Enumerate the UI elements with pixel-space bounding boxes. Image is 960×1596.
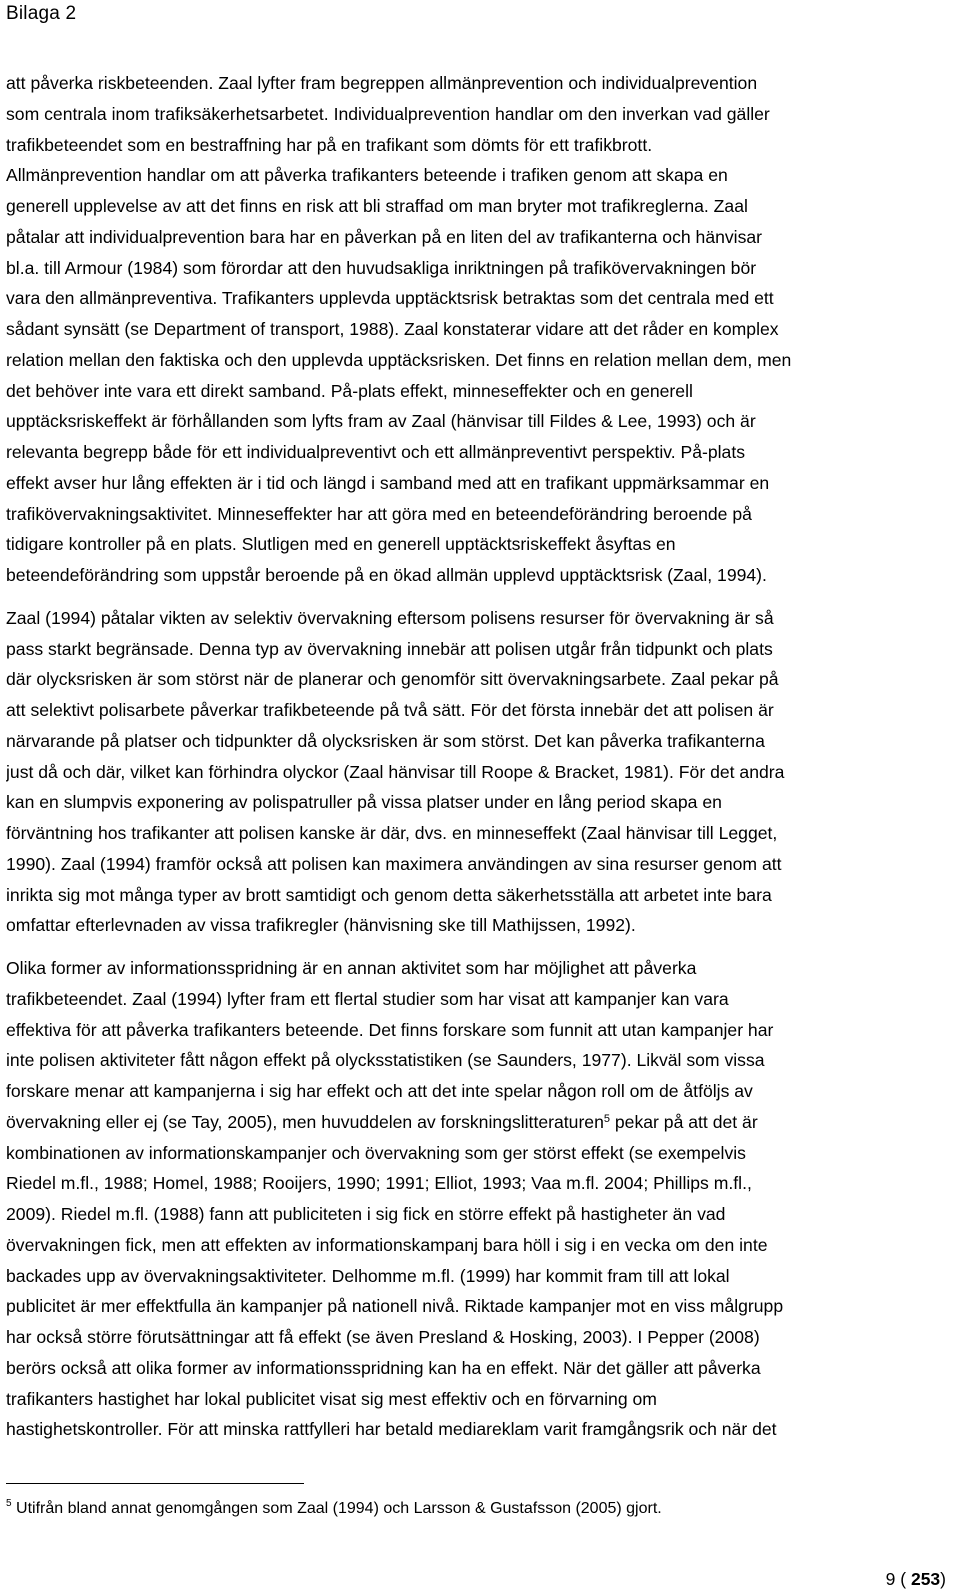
text-line: övervakningen fick, men att effekten av informationskampanj bara höll i sig i en vecka om den inte xyxy=(6,1234,768,1255)
text-line-start: övervakning eller ej (se Tay, 2005), men huvuddelen av forskningslitteraturen xyxy=(6,1111,604,1132)
page-total: 253 xyxy=(910,1569,941,1589)
page-number: 9 ( 253) xyxy=(885,1569,946,1589)
paragraph xyxy=(6,68,950,591)
text-line: forskare menar att kampanjerna i sig har effekt och att det inte spelar någon roll om de åtföljs av xyxy=(6,1081,753,1101)
text-line: trafikbeteendet som en bestraffning har på en trafikant som dömts för ett trafikbrott. xyxy=(6,134,653,155)
text-line: hastighetskontroller. För att minska rattfylleri har betald mediareklam varit framgångsrik och när det xyxy=(6,1419,777,1440)
text-line: har också större förutsättningar att få effekt (se även Presland & Hosking, 2003). I Pepper (2008) xyxy=(6,1327,760,1347)
text-line: generell upplevelse av att det finns en risk att bli straffad om man bryter mot trafikreglerna. Zaal xyxy=(6,196,748,216)
text-line: relevanta begrepp både för ett individualpreventivt och ett allmänpreventivt perspektiv. På-plats xyxy=(6,442,746,462)
text-line: som centrala inom trafiksäkerhetsarbetet. Individualprevention handlar om den inverkan vad gäller xyxy=(6,103,770,124)
text-line: trafikanters hastighet har lokal publicitet visat sig mest effektiv och en förvarning om xyxy=(6,1388,657,1409)
text-line: inrikta sig mot många typer av brott samtidigt och genom detta säkerhetsställa att arbetet inte bara xyxy=(6,884,772,905)
text-line xyxy=(6,1107,950,1138)
paragraph xyxy=(6,953,950,1445)
text-line: Allmänprevention handlar om att påverka trafikanters beteende i trafiken genom att skapa en xyxy=(6,165,728,186)
text-line: 2009). Riedel m.fl. (1988) fann att publiciteten i sig fick en större effekt på hastigheter än vad xyxy=(6,1204,726,1224)
text-line: där olycksrisken är som störst när de planerar och genomför sitt övervakningsarbete. Zaal pekar på xyxy=(6,669,779,690)
text-line: bl.a. till Armour (1984) som förordar att den huvudsakliga inriktningen på trafikövervakningen bör xyxy=(6,257,757,278)
text-line: vara den allmänpreventiva. Trafikanters upplevda upptäcktsrisk betraktas som det centrala med ett xyxy=(6,288,774,309)
text-line: inte polisen aktiviteter fått någon effekt på olycksstatistiken (se Saunders, 1977). Likväl som vissa xyxy=(6,1050,765,1071)
text-line: omfattar efterlevnaden av vissa trafikregler (hänvisning ske till Mathijssen, 1992). xyxy=(6,915,636,936)
text-line: tidigare kontroller på en plats. Slutligen med en generell upptäcktsriskeffekt åsyftas en xyxy=(6,534,676,555)
text-line: berörs också att olika former av informationsspridning kan ha en effekt. När det gäller att påverka xyxy=(6,1357,761,1378)
document-body xyxy=(6,68,950,1445)
text-line: backades upp av övervakningsaktiviteter. Delhomme m.fl. (1999) har kommit fram till att lokal xyxy=(6,1265,730,1286)
text-line: trafikövervakningsaktivitet. Minneseffekter har att göra med en beteendeförändring beroende på xyxy=(6,503,752,524)
text-line: kan en slumpvis exponering av polispatruller på vissa platser under en lång period skapa en xyxy=(6,792,722,813)
text-line: upptäcksriskeffekt är förhållanden som lyfts fram av Zaal (hänvisar till Fildes & Lee, 1993) och är xyxy=(6,411,756,432)
text-line: effekt avser hur lång effekten är i tid och längd i samband med att en trafikant uppmärksammar en xyxy=(6,472,770,493)
text-line: kombinationen av informationskampanjer och övervakning som ger störst effekt (se exempelvis xyxy=(6,1142,746,1163)
text-line: Zaal (1994) påtalar vikten av selektiv övervakning eftersom polisens resurser för övervakning är så xyxy=(6,607,774,628)
text-line: beteendeförändring som uppstår beroende på en ökad allmän upplevd upptäcktsrisk (Zaal, 1994). xyxy=(6,565,767,585)
text-line: sådant synsätt (se Department of transport, 1988). Zaal konstaterar vidare att det råder en komplex xyxy=(6,319,779,339)
text-line: att selektivt polisarbete påverkar trafikbeteende på två sätt. För det första innebär det att polisen är xyxy=(6,700,774,720)
document-header: Bilaga 2 xyxy=(6,3,77,24)
text-line: publicitet är mer effektfulla än kampanjer på nationell nivå. Riktade kampanjer mot en viss målgrupp xyxy=(6,1296,784,1317)
text-line: att påverka riskbeteenden. Zaal lyfter fram begreppen allmänprevention och individualprevention xyxy=(6,73,758,93)
footnote-separator xyxy=(6,1483,304,1484)
text-line: trafikbeteendet. Zaal (1994) lyfter fram ett flertal studier som har visat att kampanjer kan vara xyxy=(6,988,729,1009)
text-line: det behöver inte vara ett direkt samband. På-plats effekt, minneseffekter och en generell xyxy=(6,380,693,401)
text-line: Riedel m.fl., 1988; Homel, 1988; Rooijers, 1990; 1991; Elliot, 1993; Vaa m.fl. 2004; Phillips m.fl., xyxy=(6,1173,752,1194)
text-line: effektiva för att påverka trafikanters beteende. Det finns forskare som funnit att utan kampanjer har xyxy=(6,1019,774,1040)
text-line: pass starkt begränsade. Denna typ av övervakning innebär att polisen utgår från tidpunkt och plats xyxy=(6,638,773,659)
paragraph xyxy=(6,603,950,941)
text-line: Olika former av informationsspridning är en annan aktivitet som har möjlighet att påverka xyxy=(6,958,697,978)
text-line: 1990). Zaal (1994) framför också att polisen kan maximera användingen av sina resurser genom att xyxy=(6,853,782,874)
footnote xyxy=(6,1496,662,1522)
footnote-text: Utifrån bland annat genomgången som Zaal (1994) och Larsson & Gustafsson (2005) gjort. xyxy=(11,1500,662,1517)
text-line: närvarande på platser och tidpunkter då olycksrisken är som störst. Det kan påverka trafikanterna xyxy=(6,730,765,751)
text-line: relation mellan den faktiska och den upplevda upptäcksrisken. Det finns en relation mellan dem, men xyxy=(6,349,792,370)
text-line: just då och där, vilket kan förhindra olyckor (Zaal hänvisar till Roope & Bracket, 1981). För det andra xyxy=(6,761,785,782)
footnote-number: 5 xyxy=(6,1498,12,1509)
text-line-continuation: pekar på att det är xyxy=(610,1111,758,1132)
text-line: påtalar att individualprevention bara har en påverkan på en liten del av trafikanterna och hänvisar xyxy=(6,226,763,247)
footnote-reference[interactable]: 5 xyxy=(603,1112,610,1125)
text-line: förväntning hos trafikanter att polisen kanske är där, dvs. en minneseffekt (Zaal hänvisar till Legget, xyxy=(6,823,778,843)
